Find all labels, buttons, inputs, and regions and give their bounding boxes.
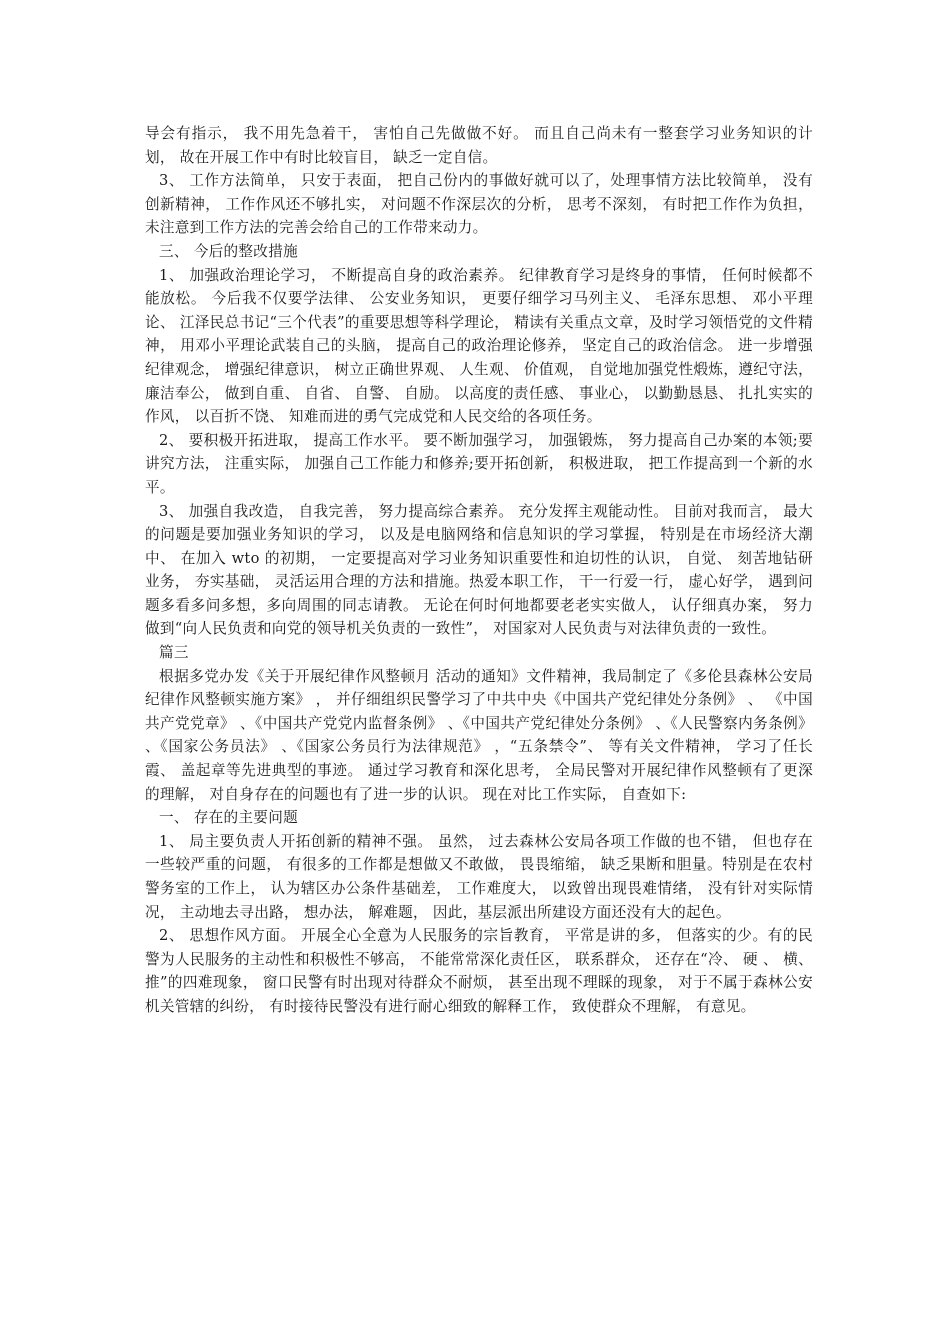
paragraph-work-level: 2、 要积极开拓进取， 提高工作水平。 要不断加强学习， 加强锻炼， 努力提高自己办案的本领;要讲究方法， 注重实际， 加强自己工作能力和修养;要开拓创新， 积极进取， 把工作提高到一个新的水平。 — [145, 431, 813, 496]
paragraph-political-study: 1、 加强政治理论学习， 不断提高自身的政治素养。 纪律教育学习是终身的事情， 任何时候都不能放松。 今后我不仅要学法律、 公安业务知识， 更要仔细学习马列主义、 毛泽东思想、 邓小平理论、 江泽民总书记“三个代表”的重要思想等科学理论， 精读有关重点文章，及时学习领悟党的文件精神， 用邓小平理论武装自己的头脑， 提高自己的政治理论修养， 坚定自己的政治信念。 进一步增强纪律观念， 增强纪律意识， 树立正确世界观、 人生观、 价值观， 自觉地加强党性煅炼，遵纪守法， 廉洁奉公， 做到自重、 自省、 自警、 自励。 以高度的责任感、 事业心， 以勤勤恳恳、 扎扎实实的作风， 以百折不饶、 知难而进的勇气完成党和人民交给的各项任务。 — [145, 266, 813, 426]
paragraph-work-style-problem: 2、 思想作风方面。 开展全心全意为人民服务的宗旨教育， 平常是讲的多， 但落实的少。有的民警为人民服务的主动性和积极性不够高， 不能常常深化责任区， 联系群众， 还存在“冷、 硬 、 横、 推”的四难现象， 窗口民警有时出现对待群众不耐烦， 甚至出现不理睬的现象， 对于不属于森林公安机关管辖的纠纷， 有时接待民警没有进行耐心细致的解释工作， 致使群众不理解， 有意见。 — [145, 927, 813, 1015]
section-heading-rectification: 三、 今后的整改措施 — [159, 242, 298, 260]
paragraph-innovation-problem: 1、 局主要负责人开拓创新的精神不强。 虽然， 过去森林公安局各项工作做的也不错， 但也存在一些较严重的问题， 有很多的工作都是想做又不敢做， 畏畏缩缩， 缺乏果断和胆量。特别是在农村警务室的工作上， 认为辖区办公条件基础差， 工作难度大， 以致曾出现畏难情绪， 没有针对实际情况， 主动地去寻出路， 想办法， 解难题， 因此，基层派出所建设方面还没有大的起色。 — [145, 832, 813, 921]
paragraph-intro-part-three: 根据多党办发《关于开展纪律作风整顿月 活动的通知》文件精神，我局制定了《多伦县森林公安局纪律作风整顿实施方案》 ， 并仔细组织民警学习了中共中央《中国共产党纪律处分条例》 、 《中国共产党党章》 、《中国共产党党内监督条例》 、《中国共产党纪律处分条例》 、《人民警察内务条例》 、《国家公务员法》 、《国家公务员行为法律规范》 ，“五条禁令”、 等有关文件精神， 学习了任长霞、 盖起章等先进典型的事迹。 通过学习教育和深化思考， 全局民警对开展纪律作风整顿有了更深的理解， 对自身存在的问题也有了进一步的认识。 现在对比工作实际， 自查如下: — [145, 667, 813, 803]
paragraph-self-improvement: 3、 加强自我改造， 自我完善， 努力提高综合素养。 充分发挥主观能动性。 目前对我而言， 最大的问题是要加强业务知识的学习， 以及是电脑网络和信息知识的学习掌握， 特别是在市场经济大潮中、 在加入 wto 的初期， 一定要提高对学习业务知识重要性和迫切性的认识， 自觉、 刻苦地钻研业务， 夯实基础， 灵活运用合理的方法和措施。热爱本职工作， 干一行爱一行， 虚心好学， 遇到问题多看多问多想，多向周围的同志请教。 无论在何时何地都要老老实实做人， 认仔细真办案， 努力做到“向人民负责和向党的领导机关负责的一致性”， 对国家对人民负责与对法律负责的一致性。 — [145, 502, 813, 638]
paragraph-work-method: 3、 工作方法简单， 只安于表面， 把自己份内的事做好就可以了，处理事情方法比较简单， 没有创新精神， 工作作风还不够扎实， 对问题不作深层次的分析， 思考不深刻， 有时把工作作为负担， 未注意到工作方法的完善会给自己的工作带来动力。 — [145, 172, 813, 237]
document-page — [145, 122, 813, 1019]
section-heading-main-problems: 一、 存在的主要问题 — [159, 809, 298, 827]
paragraph-continuation: 导会有指示， 我不用先急着干， 害怕自己先做做不好。 而且自己尚未有一整套学习业务知识的计划， 故在开展工作中有时比较盲目， 缺乏一定自信。 — [145, 125, 813, 166]
section-heading-part-three: 篇三 — [159, 644, 189, 662]
